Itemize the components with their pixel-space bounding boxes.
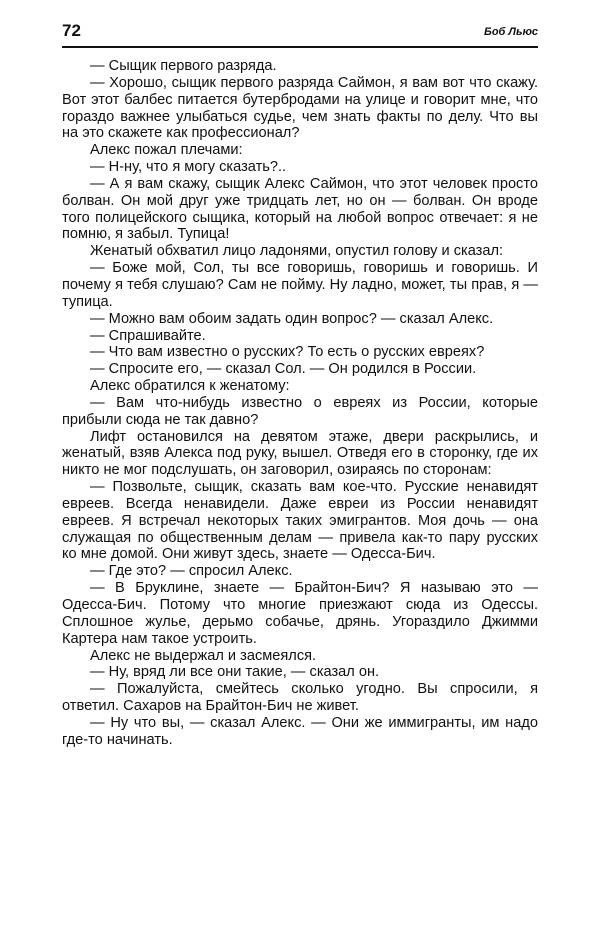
paragraph: — Ну что вы, — сказал Алекс. — Они же иммигранты, им надо где-то начинать. bbox=[62, 714, 538, 748]
paragraph: Женатый обхватил лицо ладонями, опустил голову и сказал: bbox=[90, 243, 504, 260]
page-header bbox=[62, 20, 538, 48]
paragraph: Алекс обратился к женатому: bbox=[90, 378, 290, 395]
paragraph: — Что вам известно о русских? То есть о русских евреях? bbox=[90, 344, 485, 361]
running-head-author: Боб Льюс bbox=[484, 26, 538, 38]
paragraph: — Где это? — спросил Алекс. bbox=[90, 563, 293, 580]
paragraph: — Н-ну, что я могу сказать?.. bbox=[90, 159, 287, 176]
paragraph: — Вам что-нибудь известно о евреях из России, которые прибыли сюда не так давно? bbox=[62, 394, 538, 428]
paragraph: — В Бруклине, знаете — Брайтон-Бич? Я называю это — Одесса-Бич. Потому что многие приезжают сюда из Одессы. Сплошное жулье, дерьмо собачье, дрянь. Угораздило Джимми Картера нам такое устроить. bbox=[62, 580, 538, 647]
paragraph: — Спросите его, — сказал Сол. — Он родился в России. bbox=[90, 361, 477, 378]
paragraph: — Хорошо, сыщик первого разряда Саймон, я вам вот что скажу. Вот этот балбес питается бутербродами на улице и говорит мне, что гораздо важнее улыбаться судье, чем знать факты по делу. Что вы на это скажете как профессионал? bbox=[62, 74, 538, 142]
paragraph: Лифт остановился на девятом этаже, двери раскрылись, и женатый, взяв Алекса под руку, вышел. Отведя его в сторонку, где их никто не мог подслушать, он заговорил, озираясь по сторонам: bbox=[62, 428, 538, 479]
body-text bbox=[62, 58, 538, 749]
paragraph: — Можно вам обоим задать один вопрос? — сказал Алекс. bbox=[90, 310, 494, 327]
paragraph: Алекс пожал плечами: bbox=[90, 142, 243, 159]
paragraph: Алекс не выдержал и засмеялся. bbox=[90, 647, 317, 664]
paragraph: — Позвольте, сыщик, сказать вам кое-что. Русские ненавидят евреев. Всегда ненавидели. Даже евреи из России ненавидят евреев. Я встречал некоторых таких эмигрантов. Моя дочь — она служащая по общественным делам — привела как-то пару русских ко мне домой. Они живут здесь, знаете — Одесса-Бич. bbox=[62, 479, 538, 563]
paragraph: — Сыщик первого разряда. bbox=[90, 58, 277, 74]
paragraph: — Ну, вряд ли все они такие, — сказал он. bbox=[90, 664, 380, 681]
paragraph: — А я вам скажу, сыщик Алекс Саймон, что этот человек просто болван. Он мой друг уже тридцать лет, но он — болван. Он вроде того полицейского сыщика, который на любой вопрос отвечает: я не помню, я забыл. Тупица! bbox=[62, 175, 538, 243]
paragraph: — Пожалуйста, смейтесь сколько угодно. Вы спросили, я ответил. Сахаров на Брайтон-Бич не живет. bbox=[62, 681, 538, 715]
paragraph: — Боже мой, Сол, ты все говоришь, говоришь и говоришь. И почему я тебя слушаю? Сам не пойму. Ну ладно, может, ты прав, я — тупица. bbox=[62, 260, 538, 310]
paragraph: — Спрашивайте. bbox=[90, 327, 206, 344]
page-number: 72 bbox=[62, 21, 81, 40]
